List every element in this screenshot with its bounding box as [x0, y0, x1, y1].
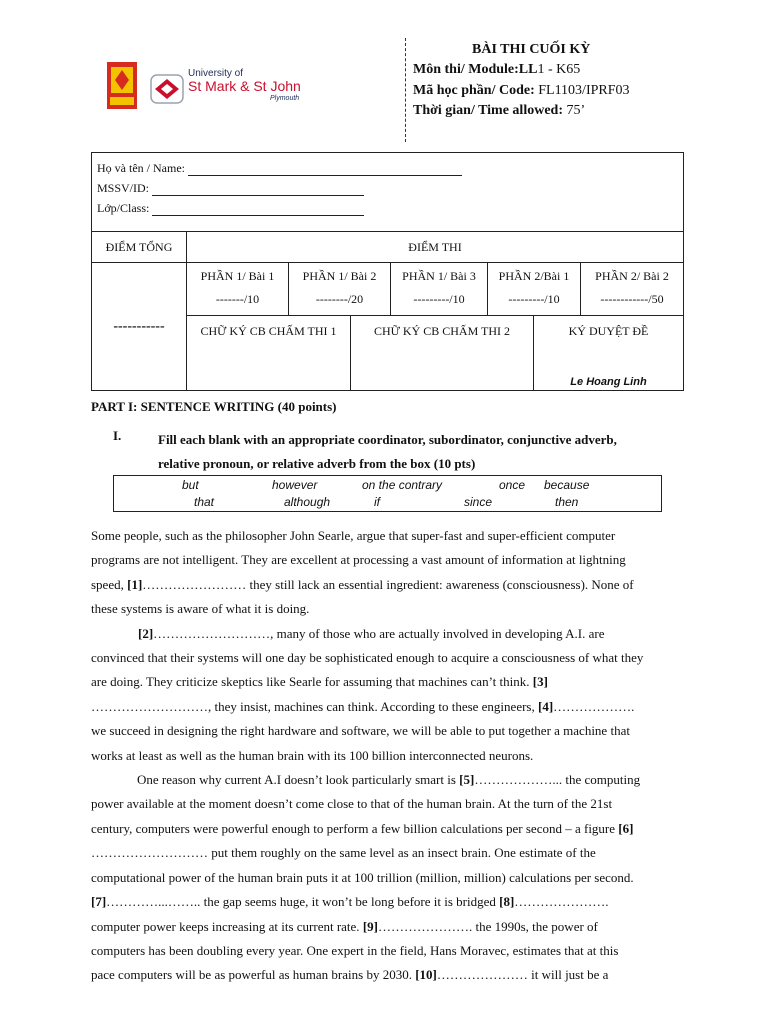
word-box-item: then	[555, 495, 579, 509]
ulis-logo	[107, 62, 137, 109]
blank-3[interactable]: ………………………	[91, 698, 208, 714]
word-box-item: if	[374, 495, 380, 509]
blank-10-number: [10]	[415, 967, 437, 983]
passage-line: programs are not intelligent. They are excellent at processing a vast amount of information at lightning	[91, 552, 626, 568]
blank-2[interactable]: ………………………	[153, 625, 271, 641]
blank-6-number: [6]	[618, 820, 634, 836]
part-2-2-cell: PHẦN 2/ Bài 2 ------------/50	[595, 269, 669, 306]
passage-line: speed, [1]…………………… they still lack an essential ingredient: awareness (consciousness). None of	[91, 576, 634, 592]
name-row: Họ và tên / Name:	[92, 158, 683, 178]
passage-line: ………………………, they insist, machines can think. According to these engineers, [4]……………….	[91, 698, 635, 714]
passage-line: computer power keeps increasing at its current rate. [9]…………………. the 1990s, the power of	[91, 918, 598, 934]
id-row: MSSV/ID:	[92, 178, 683, 198]
passage-line: computers has been doubling every year. One expert in the field, Hans Moravec, estimates that at this	[91, 942, 619, 958]
blank-9-number: [9]	[362, 918, 378, 934]
approval-label: KÝ DUYỆT ĐỀ	[568, 324, 649, 338]
passage-line: computational power of the human brain puts it at 100 trillion (million, million) calculations per second.	[91, 869, 634, 885]
word-box	[113, 475, 662, 512]
passage-line: [7]…………...…….. the gap seems huge, it won’t be long before it is bridged [8]………………….	[91, 894, 609, 910]
module-line: Môn thi/ Module:LL1 - K65	[413, 62, 581, 77]
section-instruction: Fill each blank with an appropriate coordinator, subordinator, conjunctive adverb, relative pronoun, or relative adverb from the box (10 pts)	[158, 432, 617, 471]
score-label: ĐIỂM THI	[187, 232, 684, 263]
class-row: Lớp/Class:	[92, 198, 683, 218]
passage-line: works at least as well as the human brain with its 100 billion interconnected neurons.	[91, 747, 534, 763]
blank-2-number: [2]	[138, 625, 154, 641]
part-1-1-cell: PHẦN 1/ Bài 1 -------/10	[187, 263, 289, 315]
university-logo	[150, 68, 320, 108]
blank-8[interactable]: ………………….	[514, 894, 609, 910]
code-line: Mã học phần/ Code: FL1103/IPRF03	[413, 83, 630, 98]
university-line3: Plymouth	[270, 95, 300, 102]
passage-line: power available at the moment doesn’t come close to that of the human brain. At the turn of the 21st	[91, 796, 613, 812]
word-box-item: but	[182, 478, 199, 492]
header-divider	[405, 38, 406, 142]
blank-4-number: [4]	[537, 698, 554, 714]
blank-1-number: [1]	[127, 576, 143, 592]
blank-10[interactable]: …………………	[436, 967, 528, 983]
passage-line: Some people, such as the philosopher John Searle, argue that super-fast and super-efficient computer	[91, 528, 616, 543]
signature-1-cell: CHỮ KÝ CB CHẤM THI 1	[187, 316, 351, 390]
university-line1: University of	[188, 68, 244, 79]
passage-line: we succeed in designing the right hardware and software, we will be able to put together a machine that	[91, 723, 630, 739]
section-number: I.	[113, 428, 122, 443]
university-line2: St Mark & St John	[188, 78, 301, 94]
signature-2-cell: CHỮ KÝ CB CHẤM THI 2	[351, 316, 534, 390]
passage-line: convinced that their systems will one day be sophisticated enough to acquire a consciousness of what they	[91, 650, 644, 666]
word-box-item: since	[464, 495, 493, 509]
blank-7-number: [7]	[91, 894, 107, 910]
part-1-3-cell: PHẦN 1/ Bài 3 ---------/10	[391, 263, 488, 315]
exam-title: BÀI THI CUỐI KỲ	[472, 42, 591, 57]
class-field[interactable]	[152, 202, 364, 216]
total-label: ĐIỂM TỔNG	[92, 232, 187, 263]
word-box-item: because	[544, 478, 590, 492]
word-box-item: that	[194, 495, 215, 509]
passage	[91, 524, 678, 988]
passage-line: One reason why current A.I doesn’t look particularly smart is [5]………………... the computing	[137, 772, 641, 788]
blank-5-number: [5]	[459, 772, 475, 788]
passage-line: ……………………… put them roughly on the same level as an insect brain. One estimate of the	[91, 845, 596, 861]
passage-line: [2]………………………, many of those who are actually involved in developing A.I. are	[138, 625, 605, 641]
blank-1[interactable]: ……………………	[142, 576, 247, 592]
blank-3-number: [3]	[532, 674, 548, 690]
word-box-item: on the contrary	[362, 478, 443, 492]
passage-line: are doing. They criticize skeptics like Searle for assuming that machines can’t think. [3]	[91, 674, 548, 690]
passage-line: these systems is aware of what it is doing.	[91, 601, 310, 617]
blank-9[interactable]: ………………….	[377, 918, 473, 934]
blank-5[interactable]: ………………...	[474, 772, 563, 788]
total-score: -----------	[92, 263, 187, 391]
approval-cell	[534, 316, 683, 390]
approver-signature: Le Hoang Linh	[570, 376, 647, 388]
blank-4[interactable]: ……………….	[553, 698, 635, 714]
blank-7[interactable]: …………...……..	[106, 894, 201, 910]
blank-6[interactable]: ………………………	[91, 845, 208, 861]
id-field[interactable]	[152, 182, 364, 196]
blank-8-number: [8]	[499, 894, 515, 910]
word-box-item: however	[272, 478, 318, 492]
passage-line: pace computers will be as powerful as human brains by 2030. [10]………………… it will just be a	[91, 967, 609, 983]
passage-line: century, computers were powerful enough to perform a few billion calculations per second – a figure [6]	[91, 820, 634, 836]
word-box-item: although	[284, 495, 331, 509]
part-2-1-cell: PHẦN 2/Bài 1 ---------/10	[488, 263, 581, 315]
time-line: Thời gian/ Time allowed: 75’	[413, 103, 586, 118]
word-box-item: once	[499, 478, 526, 492]
part-1-heading: PART I: SENTENCE WRITING (40 points)	[91, 399, 337, 414]
name-field[interactable]	[188, 162, 462, 176]
university-emblem-icon	[150, 74, 184, 104]
student-info-table	[91, 152, 684, 391]
part-1-2-cell: PHẦN 1/ Bài 2 --------/20	[289, 263, 391, 315]
